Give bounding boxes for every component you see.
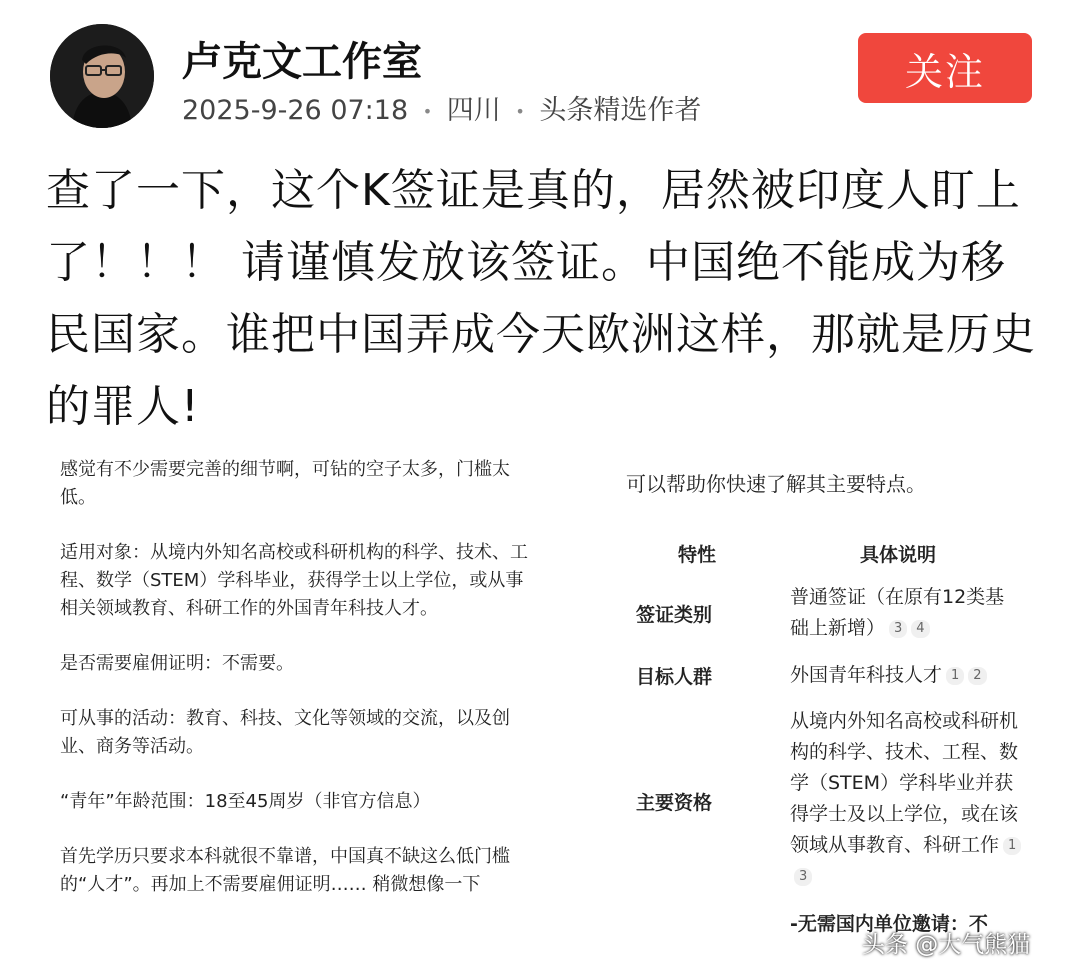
- row-value: [790, 660, 1022, 691]
- left-paragraph: 首先学历只要求本科就很不靠谱，中国真不缺这么低门槛的“人才”。再加上不需要雇佣证明…… 稍微想像一下: [60, 846, 510, 895]
- meta-separator: •: [422, 102, 433, 121]
- row-value: -无需国内单位邀请：不: [790, 913, 988, 935]
- left-paragraph: 适用对象：从境内外知名高校或科研机构的科学、技术、工程、数学（STEM）学科毕业，获得学士以上学位，或从事相关领域教育、科研工作的外国青年科技人才。: [60, 542, 528, 619]
- author-avatar[interactable]: [50, 24, 154, 128]
- row-value: [790, 582, 1022, 644]
- row-value: [790, 706, 1022, 892]
- post-location: 四川: [446, 95, 501, 126]
- left-paragraph: “青年”年龄范围：18至45周岁（非官方信息）: [60, 791, 431, 812]
- row-label: 主要资格: [636, 792, 713, 814]
- left-embedded-screenshot: [60, 456, 530, 926]
- row-value-text: 普通签证（在原有12类基础上新增）: [790, 586, 1005, 639]
- citation-badge[interactable]: 3: [889, 620, 907, 638]
- citation-badge[interactable]: 3: [794, 868, 812, 886]
- citation-badge[interactable]: 4: [911, 620, 929, 638]
- table-header-feature: 特性: [678, 544, 717, 566]
- citation-badge[interactable]: 1: [946, 667, 964, 685]
- table-intro: 可以帮助你快速了解其主要特点。: [626, 472, 926, 496]
- source-watermark: 头条 @大气熊猫: [862, 932, 1031, 958]
- left-paragraph: 可从事的活动：教育、科技、文化等领域的交流，以及创业、商务等活动。: [60, 708, 510, 757]
- meta-separator: •: [515, 102, 525, 121]
- row-value-text: 从境内外知名高校或科研机构的科学、技术、工程、数学（STEM）学科毕业并获得学士及以上学位，或在该领域从事教育、科研工作: [790, 710, 1019, 856]
- avatar-portrait-icon: [50, 24, 154, 128]
- author-badge: 头条精选作者: [539, 95, 702, 126]
- follow-button[interactable]: 关注: [858, 33, 1032, 103]
- post-meta: [182, 88, 701, 127]
- row-value-text: 外国青年科技人才: [790, 664, 943, 686]
- post-body: 查了一下，这个K签证是真的，居然被印度人盯上了！！！ 请谨慎发放该签证。中国绝不能成为移民国家。谁把中国弄成今天欧洲这样，那就是历史的罪人!: [46, 165, 1036, 432]
- left-paragraph: 是否需要雇佣证明：不需要。: [60, 653, 294, 674]
- citation-badge[interactable]: 2: [968, 667, 986, 685]
- left-paragraph: 感觉有不少需要完善的细节啊，可钻的空子太多，门槛太低。: [60, 459, 510, 508]
- citation-badge[interactable]: 1: [1003, 837, 1021, 855]
- table-header-detail: 具体说明: [860, 544, 937, 566]
- post-date: 2025-9-26 07:18: [182, 95, 409, 126]
- row-label: 签证类别: [636, 604, 713, 626]
- author-name[interactable]: 卢克文工作室: [182, 39, 422, 85]
- row-label: 目标人群: [636, 666, 713, 688]
